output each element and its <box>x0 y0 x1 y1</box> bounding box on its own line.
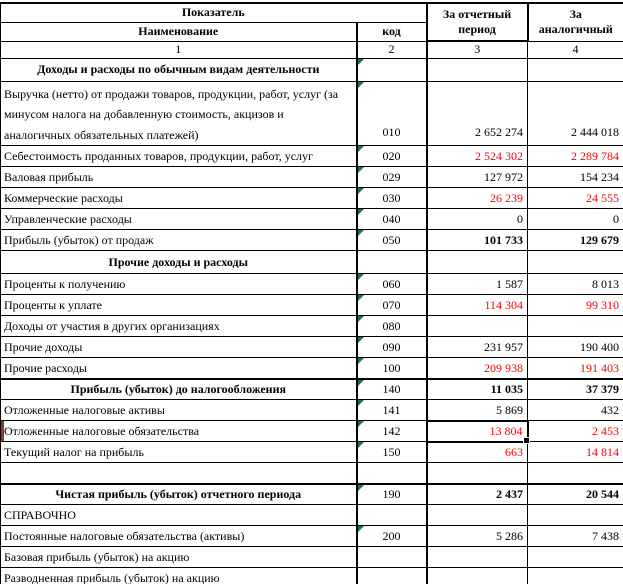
error-indicator-triangle-icon <box>358 400 364 406</box>
current-value-cell[interactable]: 5 869 <box>427 400 528 421</box>
error-indicator-triangle-icon <box>358 209 364 215</box>
error-indicator-triangle-icon <box>358 188 364 194</box>
table-row <box>1 41 623 58</box>
row-code-cell[interactable]: 140 <box>357 379 427 400</box>
row-code-cell[interactable]: 050 <box>357 230 427 251</box>
table-row <box>1 358 623 379</box>
row-code-cell[interactable]: 060 <box>357 274 427 295</box>
current-value-cell[interactable]: 127 972 <box>427 167 528 188</box>
table-row <box>1 421 623 442</box>
row-code-cell[interactable] <box>357 251 427 274</box>
table-row <box>1 505 623 526</box>
current-value-cell[interactable]: 663 <box>427 442 528 463</box>
previous-value-cell[interactable] <box>528 463 623 484</box>
previous-value-cell[interactable]: 190 400 <box>528 337 623 358</box>
row-label-cell[interactable]: Выручка (нетто) от продажи товаров, продукции, работ, услуг (за минусом налога на добавленную стоимость, акцизов и аналогичных обязательных платежей) <box>1 81 357 146</box>
row-label-cell[interactable]: Доходы от участия в других организациях <box>1 316 357 337</box>
previous-value-cell[interactable]: 2 444 018 <box>528 81 623 146</box>
current-value-cell[interactable] <box>427 251 528 274</box>
error-indicator-triangle-icon <box>358 230 364 236</box>
row-code-cell[interactable]: 090 <box>357 337 427 358</box>
error-indicator-triangle-icon <box>358 421 364 427</box>
table-row <box>1 442 623 463</box>
column-index-2[interactable]: 2 <box>357 41 427 58</box>
current-value-cell[interactable]: 114 304 <box>427 295 528 316</box>
row-label-cell[interactable]: Валовая прибыль <box>1 167 357 188</box>
table-row <box>1 167 623 188</box>
row-label-cell[interactable]: Отложенные налоговые обязательства <box>1 421 357 442</box>
error-indicator-triangle-icon <box>358 442 364 448</box>
error-indicator-triangle-icon <box>358 337 364 343</box>
current-value-cell[interactable] <box>427 58 528 81</box>
column-index-4[interactable]: 4 <box>528 41 623 58</box>
previous-value-cell[interactable]: 14 814 <box>528 442 623 463</box>
current-value-cell[interactable]: 231 957 <box>427 337 528 358</box>
section-header-cell[interactable]: Доходы и расходы по обычным видам деятельности <box>1 58 357 81</box>
row-code-cell[interactable]: 029 <box>357 167 427 188</box>
row-label-cell[interactable]: Отложенные налоговые активы <box>1 400 357 421</box>
table-row <box>1 568 623 584</box>
row-label-cell[interactable]: Прибыль (убыток) до налогообложения <box>1 379 357 400</box>
table-row <box>1 526 623 547</box>
row-code-cell[interactable]: 190 <box>357 484 427 505</box>
column-index-1[interactable]: 1 <box>1 41 357 58</box>
current-value-cell[interactable] <box>427 547 528 568</box>
previous-value-cell[interactable]: 99 310 <box>528 295 623 316</box>
current-value-cell[interactable]: 2 524 302 <box>427 146 528 167</box>
table-row <box>1 58 623 81</box>
table-row <box>1 251 623 274</box>
row-code-cell[interactable]: 010 <box>357 81 427 146</box>
row-label-cell[interactable]: Прочие расходы <box>1 358 357 379</box>
header-reporting-period-line2: период <box>458 22 496 36</box>
previous-value-cell[interactable]: 2 289 784 <box>528 146 623 167</box>
selected-cell[interactable]: 13 804 <box>427 421 528 442</box>
current-value-cell[interactable] <box>427 568 528 584</box>
current-value-cell[interactable] <box>427 505 528 526</box>
table-row <box>1 230 623 251</box>
error-indicator-triangle-icon <box>358 485 364 491</box>
table-row <box>1 146 623 167</box>
header-indicator-cell[interactable]: Показатель <box>1 3 427 22</box>
error-indicator-triangle-icon <box>358 146 364 152</box>
previous-value-cell[interactable]: 432 <box>528 400 623 421</box>
row-label-cell[interactable]: Базовая прибыль (убыток) на акцию <box>1 547 357 568</box>
fill-handle[interactable] <box>523 437 530 444</box>
error-indicator-triangle-icon <box>358 316 364 322</box>
previous-value-cell[interactable]: 191 403 <box>528 358 623 379</box>
current-value-cell[interactable]: 5 286 <box>427 526 528 547</box>
row-label-cell[interactable]: Коммерческие расходы <box>1 188 357 209</box>
section-header-cell[interactable]: Прочие доходы и расходы <box>1 251 357 274</box>
error-indicator-triangle-icon <box>358 167 364 173</box>
previous-value-cell[interactable]: 0 <box>528 209 623 230</box>
current-value-cell[interactable]: 26 239 <box>427 188 528 209</box>
row-code-cell[interactable]: 142 <box>357 421 427 442</box>
previous-value-cell[interactable] <box>528 251 623 274</box>
row-label-cell[interactable] <box>1 463 357 484</box>
table-row <box>1 81 623 146</box>
header-code-cell[interactable]: код <box>357 22 427 41</box>
error-indicator-triangle-icon <box>358 526 364 532</box>
error-indicator-triangle-icon <box>358 295 364 301</box>
current-value-cell[interactable]: 2 437 <box>427 484 528 505</box>
table-row <box>1 188 623 209</box>
previous-value-cell[interactable]: 8 013 <box>528 274 623 295</box>
previous-value-cell[interactable] <box>528 505 623 526</box>
row-code-cell[interactable] <box>357 463 427 484</box>
row-code-cell[interactable]: 030 <box>357 188 427 209</box>
header-reporting-period-line1: За отчетный <box>442 7 512 21</box>
previous-value-cell[interactable]: 154 234 <box>528 167 623 188</box>
current-value-cell[interactable] <box>427 463 528 484</box>
row-label-cell[interactable]: Текущий налог на прибыль <box>1 442 357 463</box>
header-previous-period-line2: аналогичный <box>538 22 613 37</box>
table-row <box>1 547 623 568</box>
previous-value-cell[interactable] <box>528 568 623 584</box>
error-indicator-triangle-icon <box>358 380 364 386</box>
previous-value-cell[interactable]: 129 679 <box>528 230 623 251</box>
previous-value-cell[interactable] <box>528 316 623 337</box>
previous-value-cell[interactable] <box>528 58 623 81</box>
current-value-cell[interactable]: 101 733 <box>427 230 528 251</box>
row-label-cell[interactable]: Постоянные налоговые обязательства (активы) <box>1 526 357 547</box>
previous-value-cell[interactable]: 37 379 <box>528 379 623 400</box>
current-value-cell[interactable]: 1 587 <box>427 274 528 295</box>
row-label-cell[interactable]: Проценты к уплате <box>1 295 357 316</box>
row-code-cell[interactable]: 040 <box>357 209 427 230</box>
row-code-cell[interactable] <box>357 547 427 568</box>
table-row <box>1 274 623 295</box>
row-label-cell[interactable]: Себестоимость проданных товаров, продукции, работ, услуг <box>1 146 357 167</box>
row-code-cell[interactable]: 100 <box>357 358 427 379</box>
current-value-cell[interactable]: 2 652 274 <box>427 81 528 146</box>
table-row <box>1 379 623 400</box>
row-label-cell[interactable]: Управленческие расходы <box>1 209 357 230</box>
row-label-cell[interactable]: Прибыль (убыток) от продаж <box>1 230 357 251</box>
error-indicator-triangle-icon <box>358 59 364 65</box>
error-indicator-triangle-icon <box>358 82 364 88</box>
row-code-cell[interactable]: 141 <box>357 400 427 421</box>
header-name-cell[interactable]: Наименование <box>1 22 357 41</box>
error-indicator-triangle-icon <box>358 358 364 364</box>
current-value-cell[interactable] <box>427 316 528 337</box>
row-code-cell[interactable]: 020 <box>357 146 427 167</box>
previous-value-cell[interactable]: 2 453 <box>528 421 623 442</box>
row-code-cell[interactable]: 080 <box>357 316 427 337</box>
header-reporting-period-cell[interactable] <box>427 3 528 41</box>
row-label-cell[interactable]: Разводненная прибыль (убыток) на акцию <box>1 568 357 584</box>
current-value-cell[interactable]: 209 938 <box>427 358 528 379</box>
row-code-cell[interactable]: 150 <box>357 442 427 463</box>
previous-value-cell[interactable]: 20 544 <box>528 484 623 505</box>
row-label-cell[interactable]: Прочие доходы <box>1 337 357 358</box>
previous-value-cell[interactable]: 24 555 <box>528 188 623 209</box>
row-code-cell[interactable] <box>357 568 427 584</box>
income-statement-table <box>0 2 623 584</box>
row-code-cell[interactable] <box>357 505 427 526</box>
table-row <box>1 316 623 337</box>
error-indicator-triangle-icon <box>358 274 364 280</box>
column-index-3[interactable]: 3 <box>427 41 528 58</box>
current-value-cell[interactable]: 11 035 <box>427 379 528 400</box>
previous-value-cell[interactable] <box>528 547 623 568</box>
header-previous-period-cell[interactable] <box>528 3 623 41</box>
row-code-cell[interactable]: 070 <box>357 295 427 316</box>
header-previous-period-line1: За <box>569 7 582 22</box>
table-row <box>1 295 623 316</box>
previous-value-cell[interactable]: 7 438 <box>528 526 623 547</box>
row-code-cell[interactable]: 200 <box>357 526 427 547</box>
table-row <box>1 3 623 22</box>
table-row <box>1 400 623 421</box>
table-row <box>1 209 623 230</box>
row-code-cell[interactable] <box>357 58 427 81</box>
row-label-cell[interactable]: Чистая прибыль (убыток) отчетного периода <box>1 484 357 505</box>
table-row <box>1 484 623 505</box>
row-label-cell[interactable]: СПРАВОЧНО <box>1 505 357 526</box>
row-label-cell[interactable]: Проценты к получению <box>1 274 357 295</box>
table-row <box>1 463 623 484</box>
current-value-cell[interactable]: 0 <box>427 209 528 230</box>
table-row <box>1 337 623 358</box>
